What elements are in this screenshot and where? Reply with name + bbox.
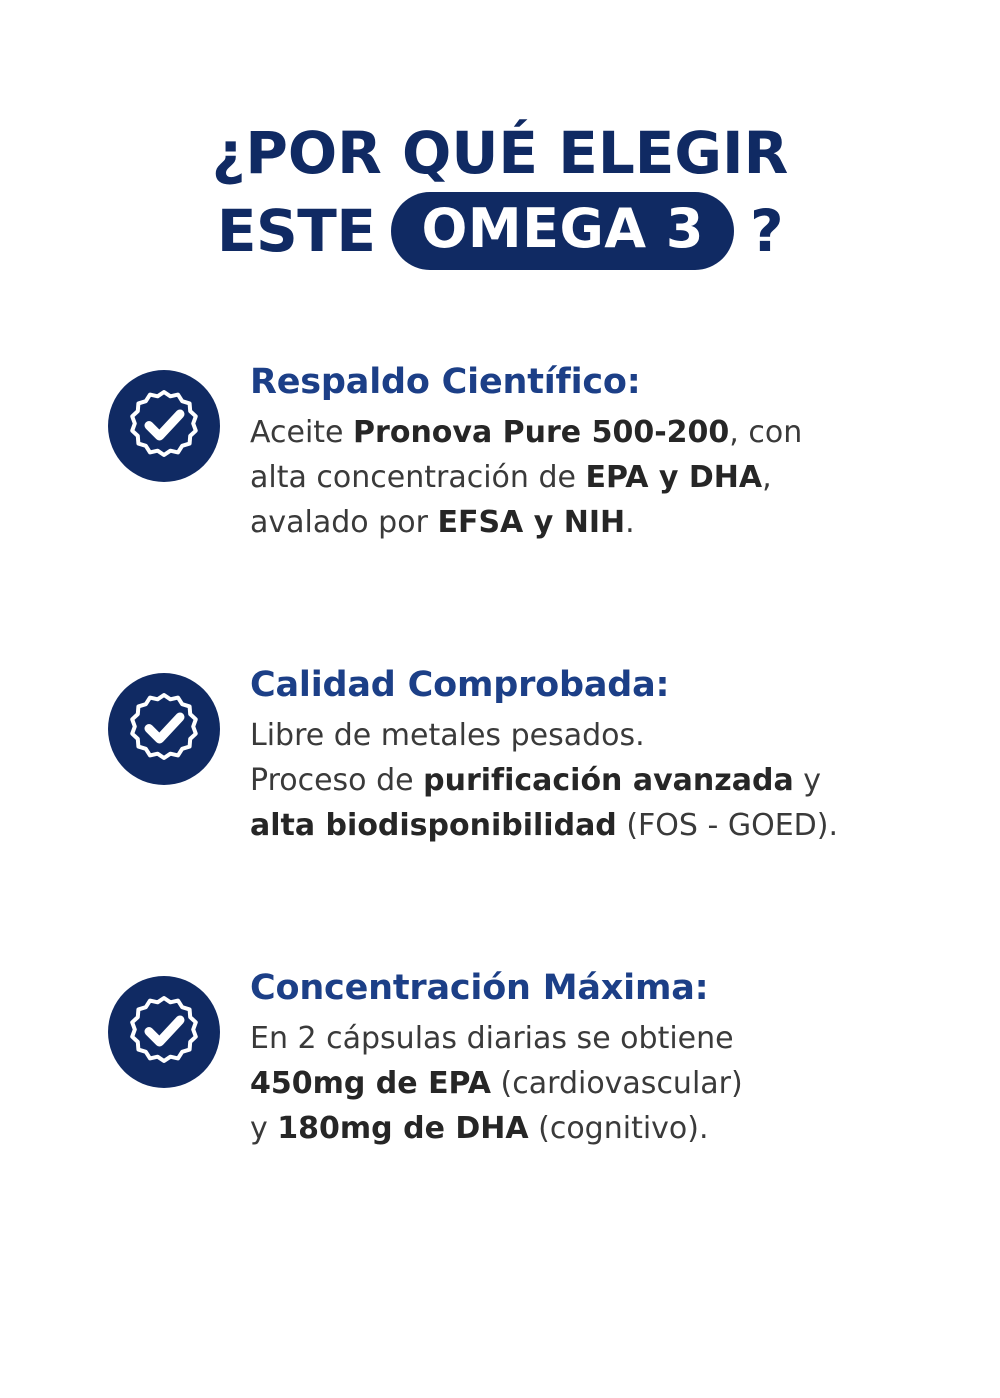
text-run: , <box>762 460 772 495</box>
text-run: y <box>793 763 821 798</box>
text-run-bold: EFSA y NIH <box>437 505 626 540</box>
text-run-bold: EPA y DHA <box>585 460 763 495</box>
feature-body <box>250 966 940 1151</box>
headline-line-2 <box>0 192 1000 270</box>
text-run: (FOS - GOED). <box>616 808 839 843</box>
text-run: , con <box>729 415 803 450</box>
text-run: (cognitivo). <box>528 1111 709 1146</box>
feature-text-line <box>250 758 940 803</box>
text-run: En 2 cápsulas diarias se obtiene <box>250 1021 734 1056</box>
feature-text <box>250 713 940 848</box>
check-badge-icon <box>108 673 220 785</box>
headline-suffix: ? <box>749 197 784 265</box>
list-item <box>108 966 940 1151</box>
check-badge-icon <box>108 370 220 482</box>
text-run: Libre de metales pesados. <box>250 718 645 753</box>
list-item <box>108 360 940 545</box>
text-run-bold: purificación avanzada <box>423 763 794 798</box>
text-run-bold: Pronova Pure 500-200 <box>353 415 730 450</box>
text-run: avalado por <box>250 505 438 540</box>
text-run-bold: alta biodisponibilidad <box>250 808 617 843</box>
feature-text-line <box>250 500 940 545</box>
feature-title: Calidad Comprobada: <box>250 665 670 705</box>
text-run: . <box>625 505 635 540</box>
feature-title: Respaldo Científico: <box>250 362 641 402</box>
feature-title: Concentración Máxima: <box>250 968 709 1008</box>
headline-line-1: ¿POR QUÉ ELEGIR <box>211 119 789 187</box>
text-run: alta concentración de <box>250 460 586 495</box>
feature-text-line <box>250 410 940 455</box>
feature-text-line <box>250 1106 940 1151</box>
text-run: y <box>250 1111 278 1146</box>
text-run: (cardiovascular) <box>491 1066 743 1101</box>
page-title <box>0 0 1000 270</box>
text-run-bold: 180mg de DHA <box>277 1111 529 1146</box>
feature-text-line <box>250 1016 940 1061</box>
feature-body <box>250 360 940 545</box>
feature-body <box>250 663 940 848</box>
feature-text-line <box>250 803 940 848</box>
text-run: Aceite <box>250 415 354 450</box>
feature-text-line <box>250 455 940 500</box>
text-run: Proceso de <box>250 763 424 798</box>
feature-text-line <box>250 713 940 758</box>
text-run-bold: 450mg de EPA <box>250 1066 492 1101</box>
omega-3-badge: OMEGA 3 <box>391 192 734 270</box>
feature-list <box>0 360 1000 1151</box>
list-item <box>108 663 940 848</box>
headline-prefix: ESTE <box>216 197 376 265</box>
feature-text-line <box>250 1061 940 1106</box>
feature-text <box>250 410 940 545</box>
check-badge-icon <box>108 976 220 1088</box>
feature-text <box>250 1016 940 1151</box>
